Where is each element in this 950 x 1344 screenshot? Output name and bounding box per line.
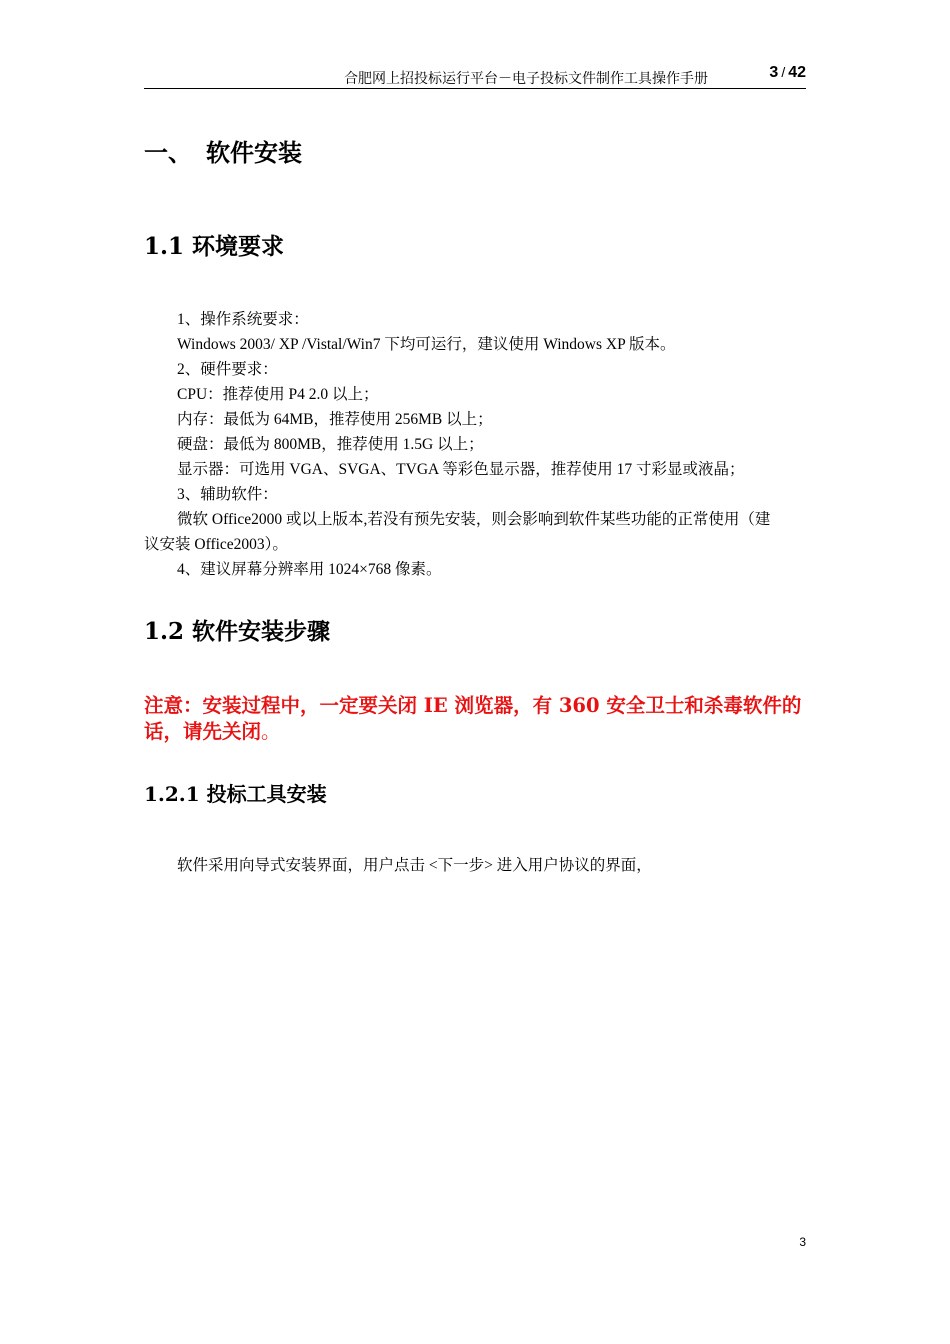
page-indicator [769,64,806,82]
section-heading-1-1: 1.1 环境要求 [144,233,285,260]
page-header [144,66,806,89]
paragraph-line: 硬盘：最低为 800MB，推荐使用 1.5G 以上； [177,436,484,453]
warning-end-mark: 。 [261,720,281,743]
section-number: 一、 [144,139,192,167]
page-number: 3 [799,1235,806,1249]
section-heading-1 [144,133,302,168]
document-title: 合肥网上招投标运行平台－电子投标文件制作工具操作手册 [344,72,708,87]
paragraph-line: 2、硬件要求： [177,361,278,378]
warning-text: 注意：安装过程中，一定要关闭 IE 浏览器，有 360 安全卫士和杀毒软件的话，请先关闭 [144,694,802,743]
paragraph-line: 3、辅助软件： [177,486,278,503]
warning-notice [144,693,808,745]
page-separator: / [781,64,786,80]
paragraph-line: 议安装 Office2003）。 [144,536,288,553]
paragraph-line: 1、操作系统要求： [177,311,309,328]
paragraph-line: 4、建议屏幕分辨率用 1024×768 像素。 [177,561,442,578]
paragraph-line: 显示器：可选用 VGA、SVGA、TVGA 等彩色显示器，推荐使用 17 寸彩显或液晶； [177,461,745,478]
paragraph-line: 内存：最低为 64MB，推荐使用 256MB 以上； [177,411,493,428]
paragraph-line: 软件采用向导式安装界面，用户点击 <下一步> 进入用户协议的界面， [177,857,652,874]
section-title: 软件安装 [206,139,302,167]
section-heading-1-2: 1.2 软件安装步骤 [144,618,331,645]
paragraph-line: CPU：推荐使用 P4 2.0 以上； [177,386,379,403]
paragraph-line: 微软 Office2000 或以上版本,若没有预先安装，则会影响到软件某些功能的正常使用（建 [177,511,771,528]
total-pages: 42 [788,64,806,81]
paragraph-line: Windows 2003/ XP /Vistal/Win7 下均可运行，建议使用 Windows XP 版本。 [177,336,676,353]
section-heading-1-2-1: 1.2.1 投标工具安装 [144,782,327,806]
current-page: 3 [769,64,779,81]
